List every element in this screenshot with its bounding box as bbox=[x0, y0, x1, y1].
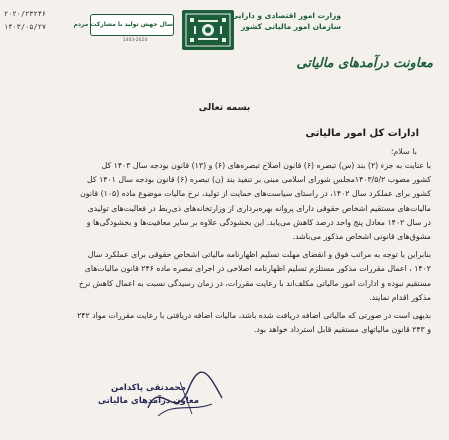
signature-block bbox=[98, 382, 199, 408]
body-line: مالیات‌های مستقیم اشخاص حقوقی دارای پروانه بهره‌برداری از وزارتخانه‌های ذی‌ربط در فعالیت‌های تولیدی bbox=[87, 203, 431, 213]
body-line: ۱۴۰۲ ، اعمال مقررات مذکور مستلزم تسلیم اظهارنامه اصلاحی در اجرای تبصره ماده ۲۴۶ قانون مالیات‌های bbox=[84, 264, 431, 274]
body-line: کشور مصوب ۱۴۰۳/۵/۲مجلس شورای اسلامی مبنی بر تنفیذ بند (ن) تبصره (۶) قانون بودجه سال ۱۴۰۱ کل bbox=[87, 175, 431, 185]
body-line: و ۲۴۳ قانون مالیاتهای مستقیم قابل استرداد خواهد بود. bbox=[253, 325, 431, 335]
letterhead bbox=[0, 0, 449, 92]
body-line: بنابراین با توجه به مراتب فوق و انقضای مهلت تسلیم اظهارنامه مالیاتی اشخاص حقوقی برای عملکرد سال bbox=[87, 250, 431, 260]
salutation: با سلام؛ bbox=[390, 147, 417, 156]
slogan-banner: سال جهش تولید با مشارکت مردم bbox=[90, 14, 174, 36]
body-line: کشور برای عملکرد سال ۱۴۰۲، در راستای سیاست‌های حمایت از تولید، نرخ مالیات موضوع ماده (۱۰۵) قانون bbox=[80, 189, 431, 199]
signer-title: معاون درآمدهای مالیاتی bbox=[97, 396, 199, 406]
letter-meta bbox=[4, 8, 84, 34]
bismillah-heading: بسمه تعالی bbox=[198, 103, 251, 113]
signer-name: محمدتقی پاکدامن bbox=[111, 383, 186, 393]
body-line: مشوق‌های قانونی اشخاص مذکور می‌باشد. bbox=[292, 231, 431, 241]
organization-line: سازمان امور مالیاتی کشور bbox=[240, 22, 341, 31]
letter-number: ۲۰۲۰/۲۳۲۴۶ bbox=[4, 10, 47, 18]
ministry-name bbox=[191, 10, 341, 32]
deputy-title: معاونت درآمدهای مالیاتی bbox=[296, 56, 433, 71]
recipient-line: ادارات کل امور مالیاتی bbox=[305, 128, 419, 139]
body-line: مذکور اقدام نمایند. bbox=[369, 292, 431, 302]
body-line: در سال ۱۴۰۲ معادل پنج واحد درصد کاهش می‌یابد. این بخشودگی علاوه بر سایر معافیت‌ها و بخشودگی‌ها و bbox=[86, 217, 431, 227]
banner-note: 1403-2024 bbox=[122, 38, 148, 43]
body-line: بدیهی است در صورتی که مالیاتی اضافه دریافت شده باشد، مالیات اضافه دریافتی با رعایت مقررات مواد ۲۴۲ bbox=[77, 310, 431, 320]
body-line: با عنایت به جزء (۲) بند (س) تبصره (۶) قانون اصلاح تبصره‌های (۶) و (۱۳) قانون بودجه سال ۱۴۰۳ کل bbox=[101, 161, 431, 170]
ministry-line: وزارت امور اقتصادی و دارایی bbox=[231, 11, 341, 20]
body-line: مستقیم نبوده و ادارات امور مالیاتی مکلف‌اند با رعایت مقررات، در زمان رسیدگی نسبت به اعمال کاهش نرخ bbox=[78, 278, 431, 288]
letter-body bbox=[31, 159, 431, 337]
letter-date: ۱۴۰۳/۰۵/۲۷ bbox=[4, 23, 47, 31]
